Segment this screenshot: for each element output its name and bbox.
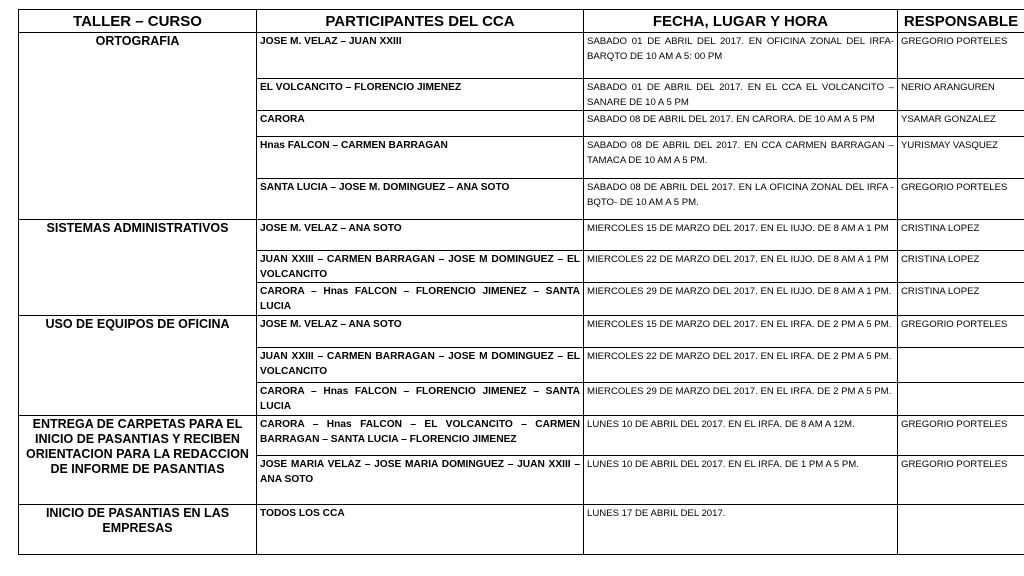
responsible-cell: CRISTINA LOPEZ: [898, 220, 1024, 251]
header-row: [19, 10, 1024, 33]
responsible-cell: YSAMAR GONZALEZ: [898, 111, 1024, 137]
responsible-cell: NERIO ARANGUREN: [898, 79, 1024, 111]
responsible-cell: GREGORIO PORTELES: [898, 179, 1024, 220]
participants-cell: Hnas FALCON – CARMEN BARRAGAN: [257, 137, 584, 179]
participants-cell: JOSE M. VELAZ – ANA SOTO: [257, 316, 584, 348]
schedule-table: [18, 9, 1024, 555]
date-cell: MIERCOLES 15 DE MARZO DEL 2017. EN EL IRFA. DE 2 PM A 5 PM.: [584, 316, 898, 348]
responsible-cell: GREGORIO PORTELES: [898, 456, 1024, 505]
group-sistemas: SISTEMAS ADMINISTRATIVOS: [19, 220, 257, 316]
participants-cell: JUAN XXIII – CARMEN BARRAGAN – JOSE M DOMINGUEZ – EL VOLCANCITO: [257, 348, 584, 383]
participants-cell: CARORA – Hnas FALCON – EL VOLCANCITO – CARMEN BARRAGAN – SANTA LUCIA – FLORENCIO JIMENEZ: [257, 416, 584, 456]
participants-cell: CARORA: [257, 111, 584, 137]
table-row: [19, 220, 1024, 251]
participants-cell: JOSE M. VELAZ – JUAN XXIII: [257, 33, 584, 79]
date-cell: LUNES 10 DE ABRIL DEL 2017. EN EL IRFA. DE 1 PM A 5 PM.: [584, 456, 898, 505]
participants-cell: JUAN XXIII – CARMEN BARRAGAN – JOSE M DOMINGUEZ – EL VOLCANCITO: [257, 251, 584, 283]
header-taller: TALLER – CURSO: [19, 10, 257, 33]
responsible-cell: GREGORIO PORTELES: [898, 416, 1024, 456]
date-cell: SABADO 08 DE ABRIL DEL 2017. EN CARORA. DE 10 AM A 5 PM: [584, 111, 898, 137]
responsible-cell: CRISTINA LOPEZ: [898, 283, 1024, 316]
responsible-cell: [898, 505, 1024, 555]
table-row: [19, 416, 1024, 456]
date-cell: MIERCOLES 15 DE MARZO DEL 2017. EN EL IUJO. DE 8 AM A 1 PM: [584, 220, 898, 251]
date-cell: SABADO 08 DE ABRIL DEL 2017. EN LA OFICINA ZONAL DEL IRFA -BQTO- DE 10 AM A 5 PM.: [584, 179, 898, 220]
date-cell: MIERCOLES 22 DE MARZO DEL 2017. EN EL IUJO. DE 8 AM A 1 PM: [584, 251, 898, 283]
date-cell: SABADO 08 DE ABRIL DEL 2017. EN CCA CARMEN BARRAGAN – TAMACA DE 10 AM A 5 PM.: [584, 137, 898, 179]
date-cell: MIERCOLES 29 DE MARZO DEL 2017. EN EL IUJO. DE 8 AM A 1 PM.: [584, 283, 898, 316]
responsible-cell: [898, 348, 1024, 383]
date-cell: SABADO 01 DE ABRIL DEL 2017. EN OFICINA ZONAL DEL IRFA-BARQTO DE 10 AM A 5: 00 PM: [584, 33, 898, 79]
participants-cell: JOSE MARIA VELAZ – JOSE MARIA DOMINGUEZ – JUAN XXIII – ANA SOTO: [257, 456, 584, 505]
group-entrega-carpetas: ENTREGA DE CARPETAS PARA EL INICIO DE PASANTIAS Y RECIBEN ORIENTACION PARA LA REDACCION DE INFORME DE PASANTIAS: [19, 416, 257, 505]
table-row: [19, 316, 1024, 348]
participants-cell: TODOS LOS CCA: [257, 505, 584, 555]
date-cell: SABADO 01 DE ABRIL DEL 2017. EN EL CCA EL VOLCANCITO – SANARE DE 10 A 5 PM: [584, 79, 898, 111]
header-participantes: PARTICIPANTES DEL CCA: [257, 10, 584, 33]
group-inicio-pasantias: INICIO DE PASANTIAS EN LAS EMPRESAS: [19, 505, 257, 555]
date-cell: LUNES 10 DE ABRIL DEL 2017. EN EL IRFA. DE 8 AM A 12M.: [584, 416, 898, 456]
participants-cell: CARORA – Hnas FALCON – FLORENCIO JIMENEZ – SANTA LUCIA: [257, 283, 584, 316]
participants-cell: CARORA – Hnas FALCON – FLORENCIO JIMENEZ – SANTA LUCIA: [257, 383, 584, 416]
participants-cell: EL VOLCANCITO – FLORENCIO JIMENEZ: [257, 79, 584, 111]
date-cell: MIERCOLES 22 DE MARZO DEL 2017. EN EL IRFA. DE 2 PM A 5 PM.: [584, 348, 898, 383]
responsible-cell: [898, 383, 1024, 416]
header-fecha: FECHA, LUGAR Y HORA: [584, 10, 898, 33]
header-responsable: RESPONSABLE: [898, 10, 1024, 33]
responsible-cell: GREGORIO PORTELES: [898, 33, 1024, 79]
table-row: [19, 33, 1024, 79]
date-cell: MIERCOLES 29 DE MARZO DEL 2017. EN EL IRFA. DE 2 PM A 5 PM.: [584, 383, 898, 416]
responsible-cell: GREGORIO PORTELES: [898, 316, 1024, 348]
date-cell: LUNES 17 DE ABRIL DEL 2017.: [584, 505, 898, 555]
responsible-cell: CRISTINA LOPEZ: [898, 251, 1024, 283]
table-row: [19, 505, 1024, 555]
participants-cell: SANTA LUCIA – JOSE M. DOMINGUEZ – ANA SOTO: [257, 179, 584, 220]
group-ortografia: ORTOGRAFIA: [19, 33, 257, 220]
group-uso-equipos: USO DE EQUIPOS DE OFICINA: [19, 316, 257, 416]
responsible-cell: YURISMAY VASQUEZ: [898, 137, 1024, 179]
participants-cell: JOSE M. VELAZ – ANA SOTO: [257, 220, 584, 251]
